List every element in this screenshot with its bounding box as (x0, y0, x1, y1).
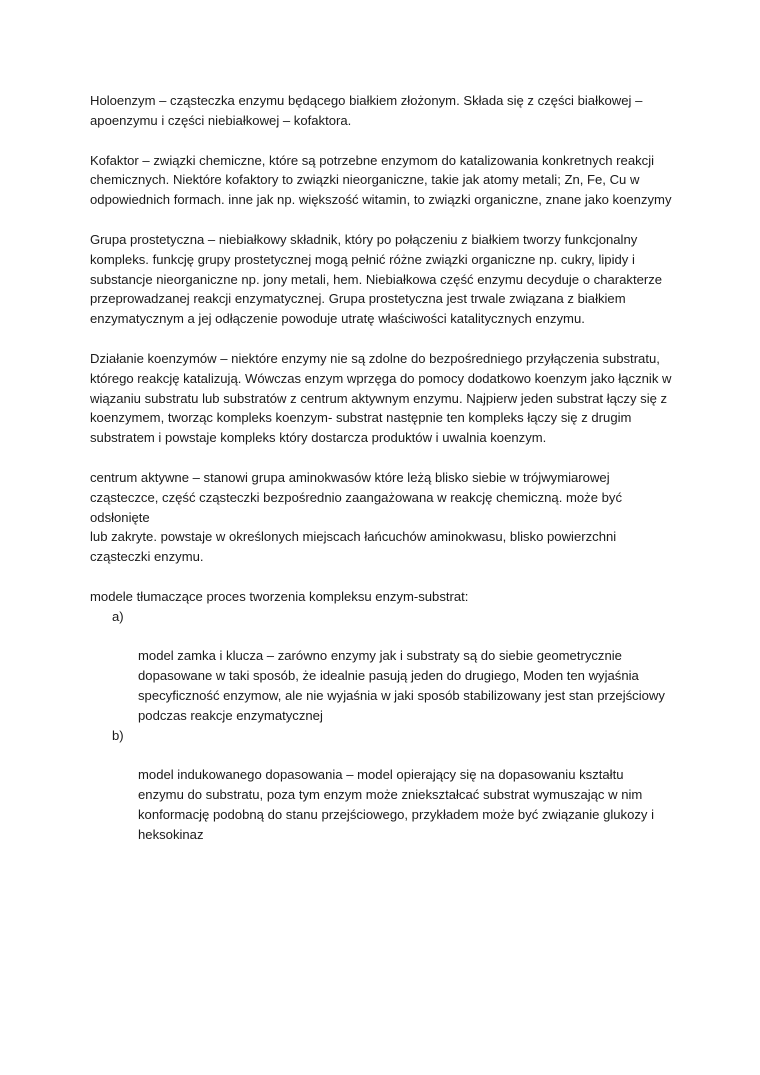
list-item (90, 726, 680, 845)
list-item-text: model zamka i klucza – zarówno enzymy jak i substraty są do siebie geometrycznie dopasowane w taki sposób, że idealnie pasują jeden do drugiego, Moden ten wyjaśnia specyficzność enzymow, ale nie wyjaśnia w jaki sposób stabilizowany jest stan przejściowy podczas reakcje enzymatycznej (138, 648, 665, 723)
list-marker: a) (112, 608, 124, 624)
models-list (90, 607, 680, 845)
paragraph-centrum-aktywne: centrum aktywne – stanowi grupa aminokwasów które leżą blisko siebie w trójwymiarowej cząsteczce, część cząsteczki bezpośrednio zaangażowana w reakcję chemiczną. może być odsłonięte lub zakryte. powstaje w określonych miejscach łańcuchów aminokwasu, blisko powierzchni cząsteczki enzymu. (90, 469, 622, 565)
list-marker: b) (112, 727, 124, 743)
paragraph-dzialanie-koenzymow: Działanie koenzymów – niektóre enzymy nie są zdolne do bezpośredniego przyłączenia substratu, którego reakcję katalizują. Wówczas enzym wprzęga do pomocy dodatkowo koenzym jako łącznik w wiązaniu substratu lub substratów z centrum aktywnym enzymu. Najpierw jeden substrat łączy się z koenzymem, tworząc kompleks koenzym- substrat następnie ten kompleks łączy się z drugim substratem i powstaje kompleks który dostarcza produktów i uwalnia koenzym. (90, 350, 672, 446)
paragraph-kofaktor: Kofaktor – związki chemiczne, które są potrzebne enzymom do katalizowania konkretnych reakcji chemicznych. Niektóre kofaktory to związki nieorganiczne, takie jak atomy metali; Zn, Fe, Cu w odpowiednich formach. inne jak np. większość witamin, to związki organiczne, znane jako koenzymy (90, 152, 672, 208)
paragraph-holoenzym: Holoenzym – cząsteczka enzymu będącego białkiem złożonym. Składa się z części białkowej – apoenzymu i części niebiałkowej – kofaktora. (90, 93, 643, 128)
paragraph-modele-intro: modele tłumaczące proces tworzenia kompleksu enzym-substrat: (90, 588, 469, 604)
list-item-text: model indukowanego dopasowania – model opierający się na dopasowaniu kształtu enzymu do substratu, poza tym enzym może zniekształcać substrat wymuszając w nim konformację podobną do stanu przejściowego, przykładem może być związanie glukozy i heksokinaz (138, 767, 655, 842)
paragraph-grupa-prostetyczna: Grupa prostetyczna – niebiałkowy składnik, który po połączeniu z białkiem tworzy funkcjonalny kompleks. funkcję grupy prostetycznej mogą pełnić różne związki organiczne np. cukry, lipidy i substancje nieorganiczne np. jony metali, hem. Niebiałkowa część enzymu decyduje o charakterze przeprowadzanej reakcji enzymatycznej. Grupa prostetyczna jest trwale związana z białkiem enzymatycznym a jej odłączenie powoduje utratę właściwości katalitycznych enzymu. (90, 231, 663, 327)
document-page (90, 91, 680, 844)
list-item (90, 607, 680, 726)
